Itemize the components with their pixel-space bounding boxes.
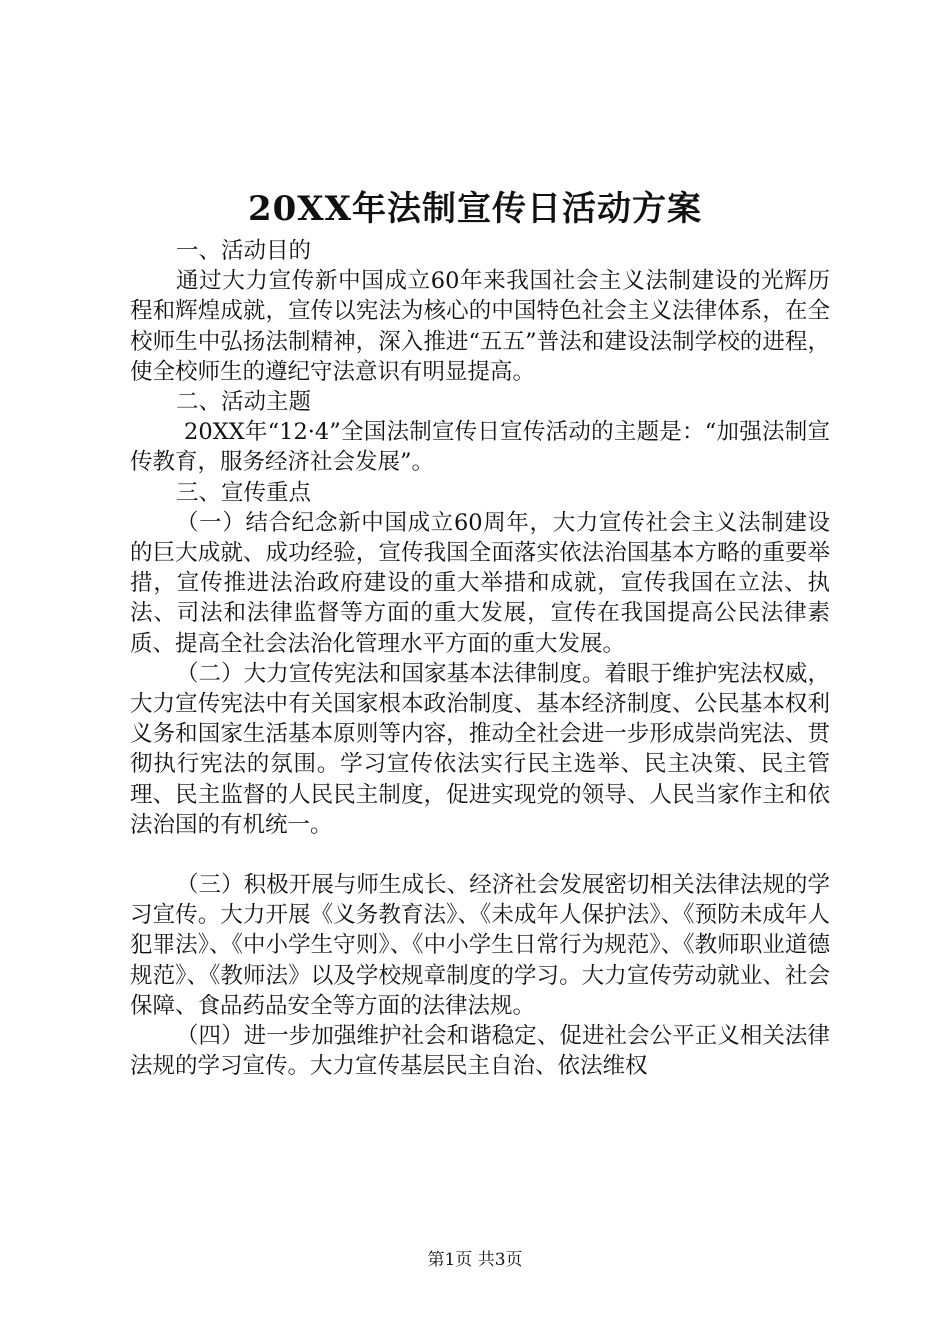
paragraph-purpose: 通过大力宣传新中国成立60年来我国社会主义法制建设的光辉历程和辉煌成就，宣传以宪法为核心的中国特色社会主义法律体系，在全校师生中弘扬法制精神，深入推进“五五”普法和建设法制学校的进程，使全校师生的遵纪守法意识有明显提高。 — [130, 268, 830, 385]
paragraph-gap — [130, 840, 830, 870]
section-heading-focus: 三、宣传重点 — [176, 479, 312, 506]
page-number-footer: 第1页 共3页 — [427, 1250, 523, 1270]
section-heading-purpose: 一、活动目的 — [176, 238, 312, 264]
paragraph-focus-1: （一）结合纪念新中国成立60周年，大力宣传社会主义法制建设的巨大成就、成功经验，宣传我国全面落实依法治国基本方略的重要举措，宣传推进法治政府建设的重大举措和成就，宣传我国在立法、执法、司法和法律监督等方面的重大发展，宣传在我国提高公民法律素质、提高全社会法治化管理水平方面的重大发展。 — [130, 509, 830, 657]
document-title: 20XX年法制宣传日活动方案 — [247, 189, 703, 229]
paragraph-theme: 20XX年“12·4”全国法制宣传日宣传活动的主题是：“加强法制宣传教育，服务经济社会发展”。 — [130, 419, 830, 476]
paragraph-focus-2: （二）大力宣传宪法和国家基本法律制度。着眼于维护宪法权威，大力宣传宪法中有关国家根本政治制度、基本经济制度、公民基本权利义务和国家生活基本原则等内容，推动全社会进一步形成崇尚宪法、贯彻执行宪法的氛围。学习宣传依法实行民主选举、民主决策、民主管理、民主监督的人民民主制度，促进实现党的领导、人民当家作主和依法治国的有机统一。 — [130, 660, 830, 838]
document-body — [130, 236, 830, 1081]
paragraph-focus-4: （四）进一步加强维护社会和谐稳定、促进社会公平正义相关法律法规的学习宣传。大力宣传基层民主自治、依法维权 — [130, 1023, 830, 1080]
paragraph-focus-3: （三）积极开展与师生成长、经济社会发展密切相关法律法规的学习宣传。大力开展《义务教育法》、《未成年人保护法》、《预防未成年人犯罪法》、《中小学生守则》、《中小学生日常行为规范》、《教师职业道德规范》、《教师法》以及学校规章制度的学习。大力宣传劳动就业、社会保障、食品药品安全等方面的法律法规。 — [130, 872, 830, 1019]
section-heading-theme: 二、活动主题 — [176, 389, 312, 416]
